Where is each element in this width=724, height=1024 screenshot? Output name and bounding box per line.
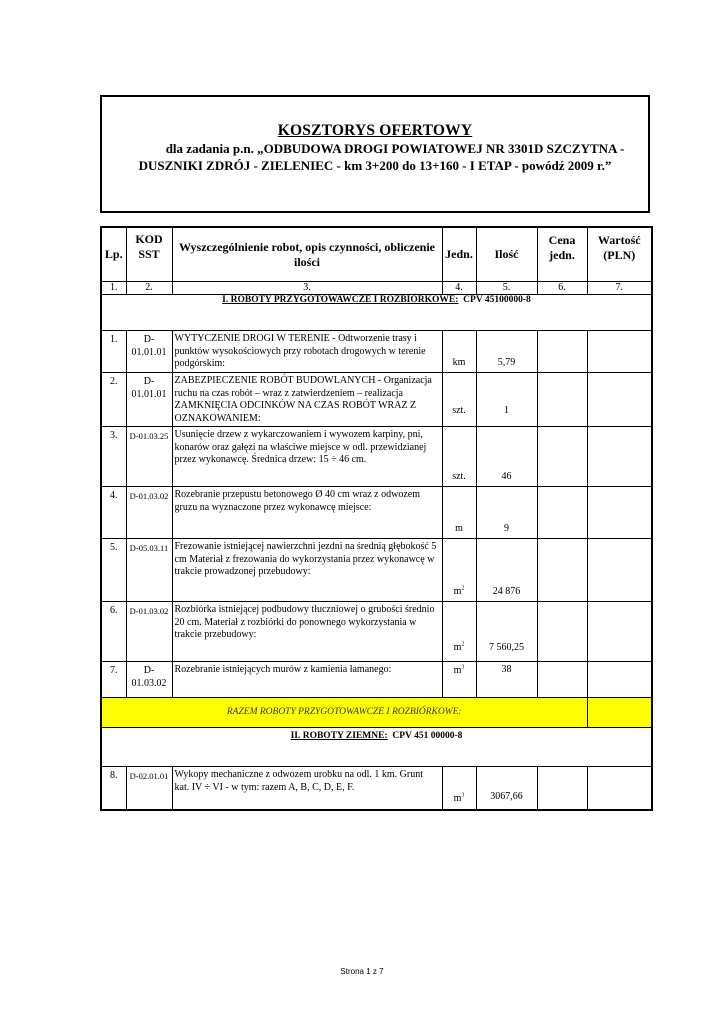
- section-1-heading: [101, 295, 652, 331]
- task-line-1: dla zadania p.n. „ODBUDOWA DROGI POWIATOWEJ NR 3301D SZCZYTNA -: [165, 141, 625, 156]
- row-unit-text: m: [453, 641, 462, 653]
- row-kod: D-01.03.02: [126, 487, 172, 539]
- row-qty: 3067,66: [476, 767, 537, 810]
- row-unit-text: m: [453, 665, 462, 676]
- col-cena-line2: jedn.: [549, 248, 575, 262]
- row-price: [537, 539, 587, 602]
- row-unit: [442, 662, 476, 698]
- row-kod: D-01.01.01: [126, 373, 172, 427]
- col-number: 3.: [172, 281, 442, 295]
- col-number: 1.: [101, 281, 126, 295]
- table-header-row: [101, 227, 652, 281]
- row-unit: km: [442, 331, 476, 373]
- row-price: [537, 373, 587, 427]
- row-value: [587, 767, 652, 810]
- row-description: Rozebranie przepustu betonowego Ø 40 cm wraz z odwozem gruzu na wyznaczone przez wykonawcę miejsce:: [172, 487, 442, 539]
- row-description: Wykopy mechaniczne z odwozem urobku na odl. 1 km. Grunt kat. IV ÷ VI - w tym: razem A, B, C, D, E, F.: [172, 767, 442, 810]
- row-lp: 8.: [101, 767, 126, 810]
- col-number: 5.: [476, 281, 537, 295]
- col-kod: [126, 227, 172, 281]
- row-qty: 9: [476, 487, 537, 539]
- row-unit: [442, 539, 476, 602]
- row-description: ZABEZPIECZENIE ROBÓT BUDOWLANYCH - Organizacja ruchu na czas robót – wraz z zatwierdzeniem – realizacja ZAMKNIĘCIA ODCINKÓW NA CZAS ROBÓT WRAZ Z OZNAKOWANIEM:: [172, 373, 442, 427]
- row-value: [587, 373, 652, 427]
- row-price: [537, 427, 587, 487]
- table-row: [101, 373, 652, 427]
- row-price: [537, 487, 587, 539]
- row-unit: szt.: [442, 427, 476, 487]
- section-1-cpv: CPV 45100000-8: [463, 295, 531, 305]
- col-number: 4.: [442, 281, 476, 295]
- col-lp: Lp.: [101, 227, 126, 281]
- col-ilosc: Ilość: [476, 227, 537, 281]
- row-price: [537, 767, 587, 810]
- col-number: 7.: [587, 281, 652, 295]
- row-price: [537, 662, 587, 698]
- row-kod: D-02.01.01: [126, 767, 172, 810]
- section-1-row: [101, 295, 652, 331]
- row-unit: [442, 767, 476, 810]
- section-1-label: I. ROBOTY PRZYGOTOWAWCZE I ROZBIÓRKOWE:: [222, 295, 459, 305]
- row-lp: 7.: [101, 662, 126, 698]
- table-row: [101, 331, 652, 373]
- row-kod: D-01.01.01: [126, 331, 172, 373]
- row-lp: 6.: [101, 602, 126, 662]
- col-number: 2.: [126, 281, 172, 295]
- row-description: WYTYCZENIE DROGI W TERENIE - Odtworzenie trasy i punktów wysokościowych przy robotach drogowych w terenie podgórskim:: [172, 331, 442, 373]
- row-unit-exponent: 2: [461, 641, 465, 648]
- document-title: KOSZTORYS OFERTOWY: [277, 122, 473, 139]
- row-qty: 24 876: [476, 539, 537, 602]
- col-wartosc-line1: Wartość: [597, 233, 641, 247]
- section-2-cpv: CPV 451 00000-8: [392, 731, 463, 741]
- table-row: [101, 487, 652, 539]
- row-value: [587, 331, 652, 373]
- col-description: Wyszczególnienie robot, opis czynności, obliczenie ilości: [172, 227, 442, 281]
- task-line-2: DUSZNIKI ZDRÓJ - ZIELENIEC - km 3+200 do 13+160 - I ETAP - powódź 2009 r.”: [138, 158, 612, 173]
- section-1-total-row: [101, 698, 652, 728]
- row-value: [587, 539, 652, 602]
- row-value: [587, 662, 652, 698]
- col-number: 6.: [537, 281, 587, 295]
- section-1-total-value: [587, 698, 652, 728]
- column-numbers-row: [101, 281, 652, 295]
- row-lp: 5.: [101, 539, 126, 602]
- row-lp: 3.: [101, 427, 126, 487]
- col-jedn: Jedn.: [442, 227, 476, 281]
- row-unit-exponent: 3: [461, 792, 465, 799]
- col-wartosc-line2: (PLN): [603, 248, 636, 262]
- col-kod-line2: SST: [138, 247, 160, 261]
- row-description: Usunięcie drzew z wykarczowaniem i wywozem karpiny, pni, konarów oraz gałęzi na właściwe miejsce w odl. przewidzianej przez wykonawcę. Średnica drzew: 15 ÷ 46 cm.: [172, 427, 442, 487]
- col-kod-line1: KOD: [135, 232, 163, 246]
- col-cena-line1: Cena: [548, 233, 576, 247]
- row-kod: D-01.03.02: [126, 662, 172, 698]
- row-unit: szt.: [442, 373, 476, 427]
- section-1-total-label: RAZEM ROBOTY PRZYGOTOWAWCZE I ROZBIÓRKOWE:: [101, 698, 587, 728]
- row-qty: 38: [476, 662, 537, 698]
- row-unit: [442, 602, 476, 662]
- row-value: [587, 427, 652, 487]
- row-description: Rozbiórka istniejącej podbudowy tłuczniowej o grubości średnio 20 cm. Materiał z rozbiórki do ponownego wykorzystania w trakcie przebudowy:: [172, 602, 442, 662]
- col-cena: [537, 227, 587, 281]
- row-price: [537, 331, 587, 373]
- row-kod: D-01.03.25: [126, 427, 172, 487]
- row-unit-exponent: 3: [461, 664, 465, 671]
- row-price: [537, 602, 587, 662]
- row-unit: m: [442, 487, 476, 539]
- row-description: Frezowanie istniejącej nawierzchni jezdni na średnią głębokość 5 cm Materiał z frezowania do wykorzystania przez wykonawcę w trakcie prowadzonej przebudowy:: [172, 539, 442, 602]
- row-kod: D-05.03.11: [126, 539, 172, 602]
- table-row: [101, 767, 652, 810]
- table-row: [101, 662, 652, 698]
- cost-estimate-table: [100, 226, 653, 811]
- row-description: Rozebranie istniejących murów z kamienia łamanego:: [172, 662, 442, 698]
- row-qty: 46: [476, 427, 537, 487]
- col-wartosc: [587, 227, 652, 281]
- row-unit-text: m: [453, 793, 462, 804]
- row-qty: 1: [476, 373, 537, 427]
- row-value: [587, 602, 652, 662]
- row-unit-exponent: 2: [461, 585, 465, 592]
- table-row: [101, 602, 652, 662]
- section-2-heading: [101, 728, 652, 767]
- row-lp: 1.: [101, 331, 126, 373]
- document-header: [100, 95, 650, 213]
- row-qty: 5,79: [476, 331, 537, 373]
- table-row: [101, 539, 652, 602]
- section-2-row: [101, 728, 652, 767]
- row-lp: 4.: [101, 487, 126, 539]
- page-footer: Strona 1 z 7: [340, 967, 384, 976]
- table-row: [101, 427, 652, 487]
- row-lp: 2.: [101, 373, 126, 427]
- row-value: [587, 487, 652, 539]
- row-unit-text: m: [453, 585, 462, 597]
- row-qty: 7 560,25: [476, 602, 537, 662]
- row-kod: D-01.03.02: [126, 602, 172, 662]
- section-2-label: II. ROBOTY ZIEMNE:: [290, 731, 388, 741]
